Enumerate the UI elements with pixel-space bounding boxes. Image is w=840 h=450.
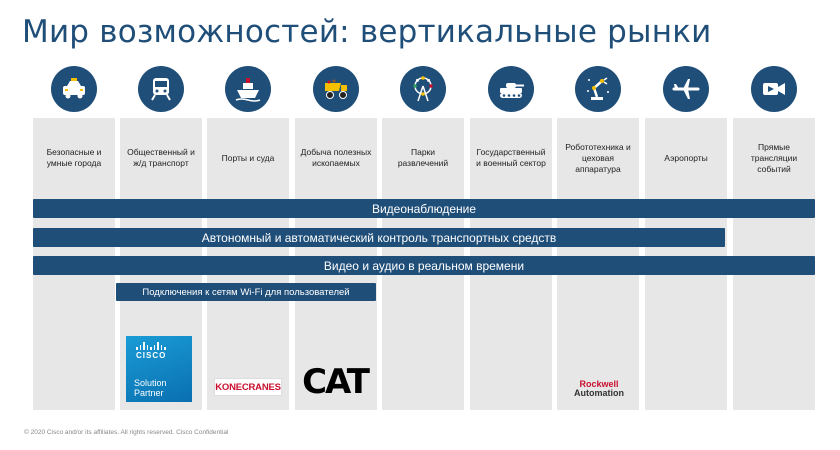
automation-text: Automation [574,388,624,398]
mining-truck-icon [313,66,359,112]
column-label: Добыча полезных ископаемых [300,147,372,168]
train-icon [138,66,184,112]
video-camera-icon [751,66,797,112]
bar-autonomous-control: Автономный и автоматический контроль транспортных средств [33,228,725,247]
cisco-wordmark: CISCO [136,351,167,360]
column-label: Робототехника и цеховая аппаратура [565,141,631,174]
robot-arm-icon [575,66,621,112]
bar-realtime-av: Видео и аудио в реальном времени [33,256,815,275]
ship-icon [225,66,271,112]
konecranes-logo: KONECRANES [214,378,282,396]
cisco-partner-text: Partner [134,388,164,398]
footer-copyright: © 2020 Cisco and/or its affiliates. All rights reserved. Cisco Confidential [24,429,229,436]
cisco-solution-text: Solution [134,378,167,388]
cisco-partner-logo [126,336,192,402]
bar-video-surveillance: Видеонаблюдение [33,199,815,218]
rockwell-text: Rockwell [579,379,619,389]
airplane-icon [663,66,709,112]
column-label: Парки развлечений [397,147,449,168]
rockwell-automation-logo [566,380,632,400]
column-label: Аэропорты [664,152,708,163]
page-title: Мир возможностей: вертикальные рынки [22,14,712,50]
column-label: Порты и суда [221,152,275,163]
cisco-bars-icon [136,342,186,350]
column-label: Государственный и военный сектор [476,147,546,168]
column-label: Безопасные и умные города [46,147,102,168]
cat-logo: CAT [302,362,368,402]
car-icon [51,66,97,112]
column-label: Общественный и ж/д транспорт [127,147,195,168]
ferris-wheel-icon [400,66,446,112]
tank-icon [488,66,534,112]
bar-wifi: Подключения к сетям Wi-Fi для пользователей [116,283,376,301]
column-label: Прямые трансляции событий [750,141,798,174]
